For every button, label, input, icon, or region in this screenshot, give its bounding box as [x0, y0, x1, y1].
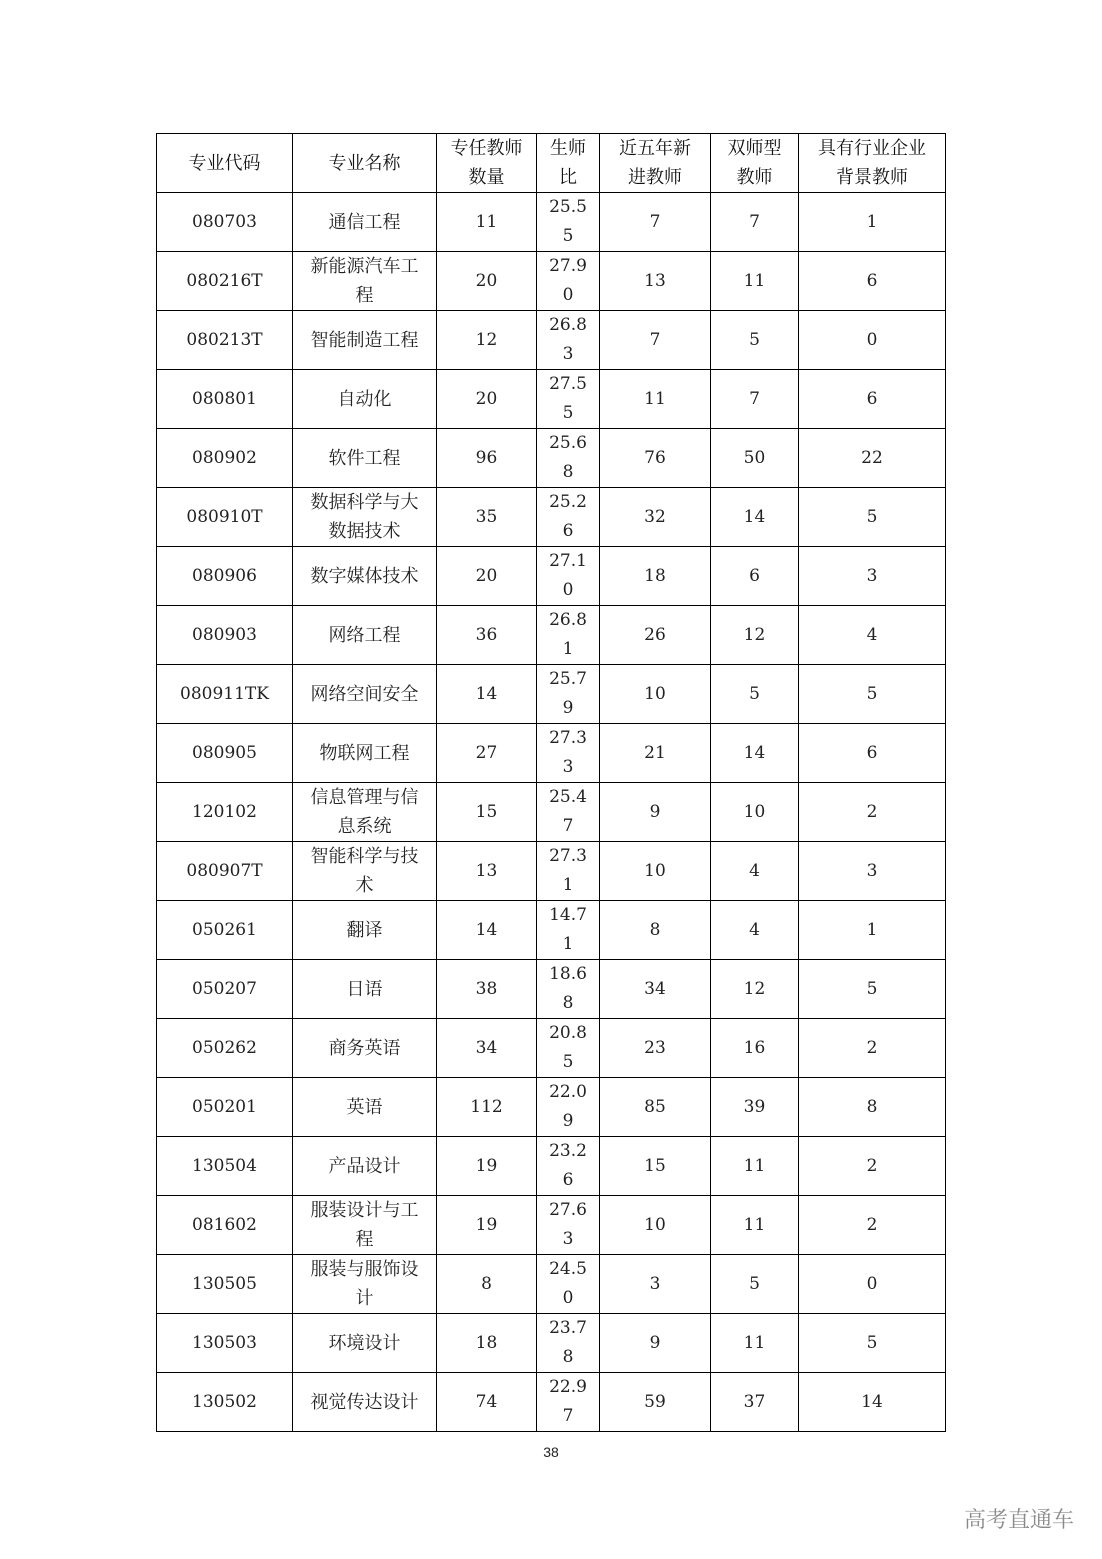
header-dual-qualified-teachers: 双师型教师	[711, 134, 799, 193]
major-code-cell: 130504	[157, 1137, 293, 1196]
major-code-cell: 050261	[157, 901, 293, 960]
fulltime-teachers-cell: 8	[437, 1255, 537, 1314]
new-teachers-cell: 10	[600, 1196, 711, 1255]
watermark: 高考直通车	[963, 1508, 1074, 1533]
ratio-cell: 27.63	[537, 1196, 600, 1255]
ratio-cell: 25.55	[537, 193, 600, 252]
industry-teachers-cell: 6	[799, 724, 946, 783]
dual-teachers-cell: 7	[711, 193, 799, 252]
dual-teachers-cell: 16	[711, 1019, 799, 1078]
major-code-cell: 080906	[157, 547, 293, 606]
fulltime-teachers-cell: 96	[437, 429, 537, 488]
ratio-cell: 25.68	[537, 429, 600, 488]
industry-teachers-cell: 2	[799, 783, 946, 842]
industry-teachers-cell: 3	[799, 842, 946, 901]
dual-teachers-cell: 14	[711, 488, 799, 547]
header-industry-background-teachers: 具有行业企业背景教师	[799, 134, 946, 193]
new-teachers-cell: 9	[600, 1314, 711, 1373]
dual-teachers-cell: 5	[711, 665, 799, 724]
major-code-cell: 080902	[157, 429, 293, 488]
table-row	[157, 606, 946, 665]
header-new-teachers-five-years: 近五年新进教师	[600, 134, 711, 193]
fulltime-teachers-cell: 20	[437, 547, 537, 606]
major-name-cell: 自动化	[293, 370, 437, 429]
major-name-cell: 翻译	[293, 901, 437, 960]
new-teachers-cell: 76	[600, 429, 711, 488]
fulltime-teachers-cell: 112	[437, 1078, 537, 1137]
major-name-cell: 通信工程	[293, 193, 437, 252]
industry-teachers-cell: 5	[799, 960, 946, 1019]
table-row	[157, 960, 946, 1019]
major-code-cell: 130502	[157, 1373, 293, 1432]
ratio-cell: 23.78	[537, 1314, 600, 1373]
dual-teachers-cell: 6	[711, 547, 799, 606]
fulltime-teachers-cell: 15	[437, 783, 537, 842]
ratio-cell: 20.85	[537, 1019, 600, 1078]
new-teachers-cell: 23	[600, 1019, 711, 1078]
industry-teachers-cell: 8	[799, 1078, 946, 1137]
major-name-cell: 智能制造工程	[293, 311, 437, 370]
industry-teachers-cell: 5	[799, 665, 946, 724]
table-row	[157, 724, 946, 783]
dual-teachers-cell: 50	[711, 429, 799, 488]
fulltime-teachers-cell: 74	[437, 1373, 537, 1432]
dual-teachers-cell: 39	[711, 1078, 799, 1137]
fulltime-teachers-cell: 27	[437, 724, 537, 783]
fulltime-teachers-cell: 19	[437, 1137, 537, 1196]
major-name-cell: 网络空间安全	[293, 665, 437, 724]
major-name-cell: 环境设计	[293, 1314, 437, 1373]
ratio-cell: 18.68	[537, 960, 600, 1019]
new-teachers-cell: 59	[600, 1373, 711, 1432]
major-code-cell: 050262	[157, 1019, 293, 1078]
new-teachers-cell: 9	[600, 783, 711, 842]
table-row	[157, 901, 946, 960]
major-name-cell: 网络工程	[293, 606, 437, 665]
ratio-cell: 27.10	[537, 547, 600, 606]
major-code-cell: 130505	[157, 1255, 293, 1314]
new-teachers-cell: 15	[600, 1137, 711, 1196]
dual-teachers-cell: 11	[711, 252, 799, 311]
major-name-cell: 视觉传达设计	[293, 1373, 437, 1432]
table-body	[157, 193, 946, 1432]
new-teachers-cell: 32	[600, 488, 711, 547]
dual-teachers-cell: 14	[711, 724, 799, 783]
ratio-cell: 25.79	[537, 665, 600, 724]
industry-teachers-cell: 3	[799, 547, 946, 606]
dual-teachers-cell: 5	[711, 311, 799, 370]
major-name-cell: 数字媒体技术	[293, 547, 437, 606]
table-row	[157, 193, 946, 252]
industry-teachers-cell: 0	[799, 1255, 946, 1314]
major-code-cell: 080911TK	[157, 665, 293, 724]
dual-teachers-cell: 7	[711, 370, 799, 429]
major-name-cell: 数据科学与大数据技术	[293, 488, 437, 547]
industry-teachers-cell: 0	[799, 311, 946, 370]
major-code-cell: 080910T	[157, 488, 293, 547]
dual-teachers-cell: 37	[711, 1373, 799, 1432]
ratio-cell: 27.33	[537, 724, 600, 783]
fulltime-teachers-cell: 20	[437, 370, 537, 429]
table-row	[157, 311, 946, 370]
new-teachers-cell: 85	[600, 1078, 711, 1137]
fulltime-teachers-cell: 14	[437, 665, 537, 724]
table-row	[157, 370, 946, 429]
major-name-cell: 物联网工程	[293, 724, 437, 783]
major-name-cell: 英语	[293, 1078, 437, 1137]
ratio-cell: 25.47	[537, 783, 600, 842]
major-name-cell: 日语	[293, 960, 437, 1019]
table-row	[157, 842, 946, 901]
new-teachers-cell: 8	[600, 901, 711, 960]
teacher-statistics-table	[156, 133, 946, 1432]
fulltime-teachers-cell: 13	[437, 842, 537, 901]
dual-teachers-cell: 4	[711, 901, 799, 960]
table-row	[157, 1196, 946, 1255]
header-student-teacher-ratio: 生师比	[537, 134, 600, 193]
industry-teachers-cell: 1	[799, 901, 946, 960]
teacher-statistics-table-container	[156, 133, 946, 1432]
table-row	[157, 665, 946, 724]
major-name-cell: 智能科学与技术	[293, 842, 437, 901]
ratio-cell: 14.71	[537, 901, 600, 960]
fulltime-teachers-cell: 19	[437, 1196, 537, 1255]
major-code-cell: 080703	[157, 193, 293, 252]
fulltime-teachers-cell: 36	[437, 606, 537, 665]
ratio-cell: 27.55	[537, 370, 600, 429]
table-row	[157, 547, 946, 606]
major-code-cell: 080905	[157, 724, 293, 783]
industry-teachers-cell: 2	[799, 1196, 946, 1255]
header-major-name: 专业名称	[293, 134, 437, 193]
fulltime-teachers-cell: 34	[437, 1019, 537, 1078]
new-teachers-cell: 3	[600, 1255, 711, 1314]
table-row	[157, 1078, 946, 1137]
new-teachers-cell: 7	[600, 193, 711, 252]
header-fulltime-teachers: 专任教师数量	[437, 134, 537, 193]
fulltime-teachers-cell: 12	[437, 311, 537, 370]
ratio-cell: 27.90	[537, 252, 600, 311]
dual-teachers-cell: 12	[711, 606, 799, 665]
fulltime-teachers-cell: 35	[437, 488, 537, 547]
major-name-cell: 信息管理与信息系统	[293, 783, 437, 842]
major-code-cell: 120102	[157, 783, 293, 842]
industry-teachers-cell: 2	[799, 1019, 946, 1078]
table-row	[157, 1255, 946, 1314]
new-teachers-cell: 7	[600, 311, 711, 370]
dual-teachers-cell: 11	[711, 1196, 799, 1255]
major-name-cell: 产品设计	[293, 1137, 437, 1196]
dual-teachers-cell: 11	[711, 1137, 799, 1196]
table-row	[157, 1314, 946, 1373]
dual-teachers-cell: 4	[711, 842, 799, 901]
table-row	[157, 488, 946, 547]
table-header-row	[157, 134, 946, 193]
major-name-cell: 服装与服饰设计	[293, 1255, 437, 1314]
fulltime-teachers-cell: 14	[437, 901, 537, 960]
dual-teachers-cell: 10	[711, 783, 799, 842]
fulltime-teachers-cell: 38	[437, 960, 537, 1019]
industry-teachers-cell: 14	[799, 1373, 946, 1432]
new-teachers-cell: 13	[600, 252, 711, 311]
fulltime-teachers-cell: 11	[437, 193, 537, 252]
ratio-cell: 22.97	[537, 1373, 600, 1432]
major-code-cell: 050207	[157, 960, 293, 1019]
ratio-cell: 23.26	[537, 1137, 600, 1196]
major-name-cell: 商务英语	[293, 1019, 437, 1078]
industry-teachers-cell: 2	[799, 1137, 946, 1196]
major-code-cell: 080907T	[157, 842, 293, 901]
new-teachers-cell: 11	[600, 370, 711, 429]
ratio-cell: 22.09	[537, 1078, 600, 1137]
industry-teachers-cell: 6	[799, 252, 946, 311]
major-name-cell: 服装设计与工程	[293, 1196, 437, 1255]
table-row	[157, 1137, 946, 1196]
table-row	[157, 429, 946, 488]
ratio-cell: 26.81	[537, 606, 600, 665]
header-major-code: 专业代码	[157, 134, 293, 193]
new-teachers-cell: 21	[600, 724, 711, 783]
major-code-cell: 081602	[157, 1196, 293, 1255]
page-number: 38	[543, 1444, 559, 1460]
major-name-cell: 新能源汽车工程	[293, 252, 437, 311]
ratio-cell: 26.83	[537, 311, 600, 370]
industry-teachers-cell: 6	[799, 370, 946, 429]
major-code-cell: 130503	[157, 1314, 293, 1373]
ratio-cell: 25.26	[537, 488, 600, 547]
major-code-cell: 080213T	[157, 311, 293, 370]
major-name-cell: 软件工程	[293, 429, 437, 488]
industry-teachers-cell: 1	[799, 193, 946, 252]
major-code-cell: 050201	[157, 1078, 293, 1137]
new-teachers-cell: 10	[600, 665, 711, 724]
industry-teachers-cell: 5	[799, 1314, 946, 1373]
major-code-cell: 080801	[157, 370, 293, 429]
industry-teachers-cell: 5	[799, 488, 946, 547]
dual-teachers-cell: 5	[711, 1255, 799, 1314]
new-teachers-cell: 34	[600, 960, 711, 1019]
table-row	[157, 783, 946, 842]
dual-teachers-cell: 11	[711, 1314, 799, 1373]
industry-teachers-cell: 4	[799, 606, 946, 665]
new-teachers-cell: 26	[600, 606, 711, 665]
major-code-cell: 080216T	[157, 252, 293, 311]
fulltime-teachers-cell: 20	[437, 252, 537, 311]
table-row	[157, 252, 946, 311]
ratio-cell: 24.50	[537, 1255, 600, 1314]
major-code-cell: 080903	[157, 606, 293, 665]
new-teachers-cell: 10	[600, 842, 711, 901]
new-teachers-cell: 18	[600, 547, 711, 606]
table-row	[157, 1019, 946, 1078]
dual-teachers-cell: 12	[711, 960, 799, 1019]
fulltime-teachers-cell: 18	[437, 1314, 537, 1373]
table-row	[157, 1373, 946, 1432]
industry-teachers-cell: 22	[799, 429, 946, 488]
ratio-cell: 27.31	[537, 842, 600, 901]
